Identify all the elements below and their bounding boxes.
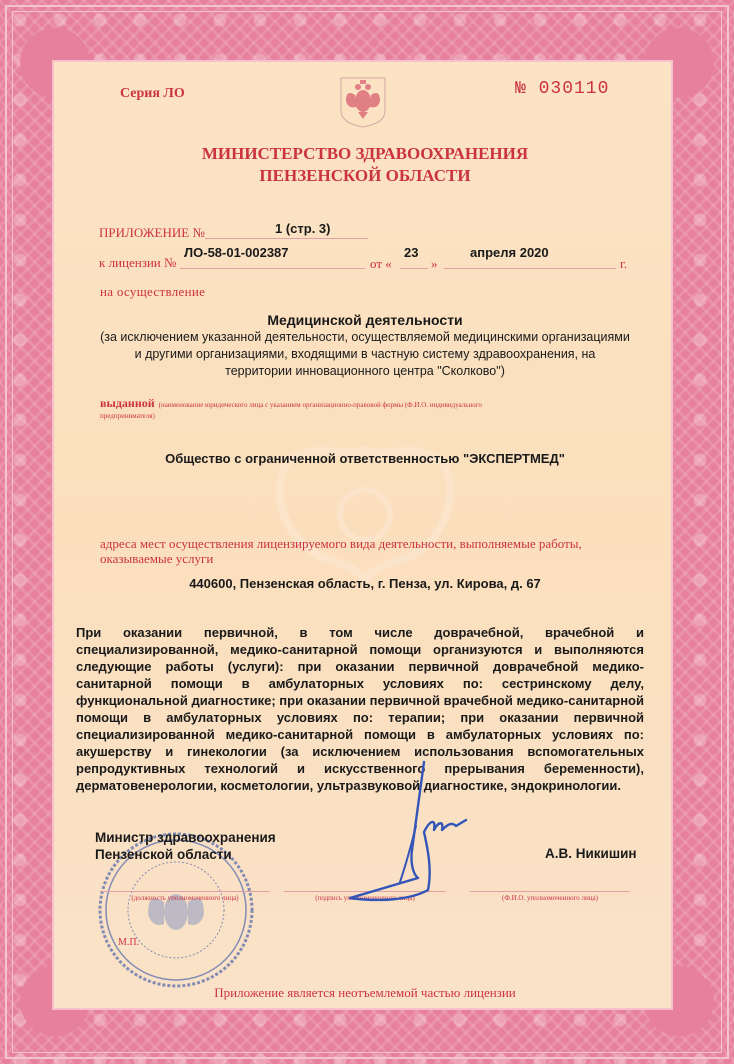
month-underline (444, 268, 616, 269)
activity-label: на осуществление (100, 284, 206, 299)
signatory-position-line2: Пензенской области (95, 847, 232, 862)
issued-label: выданной (100, 396, 155, 410)
signatory-position-line1: Министр здравоохранения (95, 830, 276, 845)
coat-of-arms-icon (338, 75, 388, 129)
date-close-quote: » (431, 256, 438, 271)
day-underline (400, 268, 428, 269)
address-label-line1: адреса мест осуществления лицензируемого вида деятельности, выполняемые работы, (100, 536, 582, 551)
name-caption: (Ф.И.О. уполномоченного лица) (502, 894, 598, 902)
services-text: При оказании первичной, в том числе доврачебной, врачебной и специализированной, медико-санитарной помощи организуются и выполняются следующие работы (услуги): при оказании первичной доврачебной медико-санитарной помощи в амбулаторных условиях по: сестринскому делу, функциональной диагностике; при оказании первичной врачебной медико-санитарной помощи в амбулаторных условиях по: терапии; при оказании первичной специализированной медико-санитарной помощи в амбулаторных условиях по: акушерству и гинекологии (за исключением использования вспомогательных репродуктивных технологий и искусственного прерывания беременности), дерматовенерологии, косметологии, ультразвуковой диагностике, эндокринологии. (76, 625, 644, 793)
appendix-value: 1 (стр. 3) (275, 221, 331, 236)
activity-note-line3: территории инновационного центра "Сколково") (225, 364, 505, 378)
organization-name: Общество с ограниченной ответственностью "ЭКСПЕРТМЕД" (165, 451, 565, 466)
appendix-underline (205, 238, 368, 239)
ministry-title-line2: ПЕНЗЕНСКОЙ ОБЛАСТИ (259, 166, 471, 185)
position-underline (100, 891, 270, 892)
activity-note-line1: (за исключением указанной деятельности, осуществляемой медицинскими организациями (100, 330, 630, 344)
license-day-value: 23 (404, 245, 419, 260)
license-label: к лицензии № (99, 255, 177, 270)
issued-hint-cont: предпринимателя) (100, 412, 155, 420)
ministry-title (60, 143, 670, 187)
license-form-number: № 030110 (515, 79, 610, 99)
appendix-label: ПРИЛОЖЕНИЕ № (99, 225, 205, 240)
signature-caption: (подпись уполномоченного лица) (315, 894, 415, 902)
series-label: Серия ЛО (120, 86, 185, 101)
activity-title: Медицинской деятельности (267, 312, 463, 328)
address-label-line2: оказываемые услуги (100, 551, 214, 566)
signatory-name: А.В. Никишин (545, 846, 637, 861)
address-value: 440600, Пензенская область, г. Пенза, ул. Кирова, д. 67 (189, 576, 541, 591)
license-underline (180, 268, 365, 269)
signatory-position (95, 829, 276, 863)
activity-note-line2: и другими организациями, входящими в частную систему здравоохранения, на (134, 347, 596, 361)
issued-label-block (100, 397, 660, 422)
license-month-year-value: апреля 2020 (470, 245, 549, 260)
address-label (100, 536, 582, 566)
footer-note: Приложение является неотъемлемой частью лицензии (214, 985, 516, 1000)
year-suffix: г. (620, 256, 628, 271)
position-caption: (должность уполномоченного лица) (131, 894, 239, 902)
license-number-value: ЛО-58-01-002387 (184, 245, 289, 260)
date-from-label: от « (370, 256, 392, 271)
issued-hint: (наименование юридического лица с указанием организационно-правовой формы (Ф.И.О. индивидуального (158, 401, 482, 409)
ministry-title-line1: МИНИСТЕРСТВО ЗДРАВООХРАНЕНИЯ (201, 144, 529, 163)
activity-block (60, 311, 670, 380)
seal-label: М.П. (118, 937, 140, 948)
name-underline (470, 891, 630, 892)
handwritten-signature-icon (320, 760, 490, 905)
